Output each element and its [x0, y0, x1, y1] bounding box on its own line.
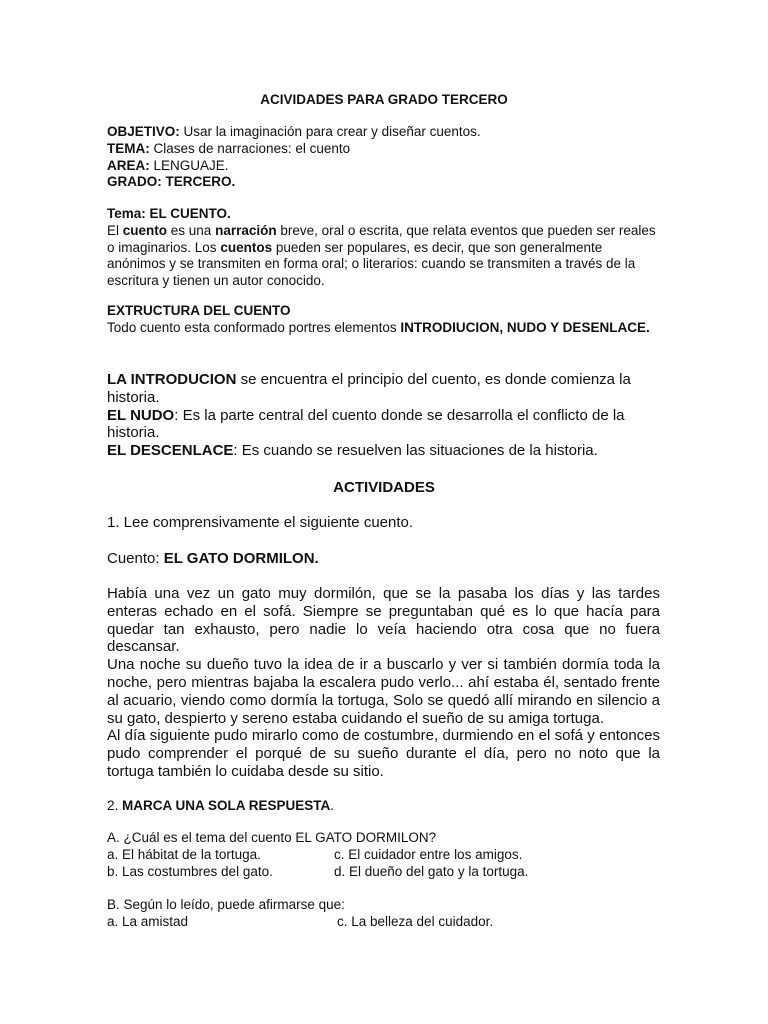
estructura-heading: EXTRUCTURA DEL CUENTO — [107, 303, 291, 318]
cuento-body — [107, 585, 660, 781]
grado-line — [107, 174, 660, 191]
question-a-text: A. ¿Cuál es el tema del cuento EL GATO DORMILON? — [107, 830, 437, 845]
estructura-text: Todo cuento esta conformado portres elementos — [107, 319, 401, 335]
tema-bold-narracion: narración — [215, 222, 277, 238]
tema-text-2: es una — [167, 222, 216, 238]
grado-label: GRADO: TERCERO. — [107, 174, 236, 190]
introduccion-line — [107, 371, 660, 407]
objetivo-label: OBJETIVO: — [107, 124, 180, 139]
page-title: ACIVIDADES PARA GRADO TERCERO — [260, 92, 508, 107]
introduccion-text: se encuentra el principio del cuento, es donde comienza la historia. — [107, 371, 631, 406]
partes-section — [107, 371, 660, 460]
question-a-option-c[interactable]: c. El cuidador entre los amigos. — [334, 847, 523, 862]
desenlace-label: EL DESCENLACE — [107, 442, 234, 460]
cuento-paragraph-1: Había una vez un gato muy dormilón, que se la pasaba los días y las tardes enteras echado en el sofá. Siempre se preguntaban qué es lo que hacía para quedar tan exhausto, pero nadie lo veía haciendo otra cosa que no fuera descansar. — [107, 585, 660, 656]
nudo-text: : Es la parte central del cuento donde se desarrolla el conflicto de la historia. — [107, 406, 625, 442]
estructura-elements: INTRODIUCION, NUDO Y DESENLACE. — [400, 319, 650, 335]
question-b-text: B. Según lo leído, puede afirmarse que: — [107, 897, 345, 912]
instruction-2-end: . — [330, 798, 335, 813]
tema-paragraph — [107, 223, 656, 288]
tema-label: TEMA: — [107, 140, 150, 156]
instruction-2-number: 2. — [107, 798, 123, 813]
tema-bold-cuentos: cuentos — [220, 239, 273, 255]
tema-line — [107, 141, 660, 158]
objetivo-line — [107, 124, 660, 141]
desenlace-text: : Es cuando se resuelven las situaciones de la historia. — [233, 442, 598, 460]
area-text: LENGUAJE. — [149, 157, 229, 173]
desenlace-line — [107, 442, 660, 460]
cuento-title: EL GATO DORMILON. — [163, 550, 319, 567]
instruction-2-bold: MARCA UNA SOLA RESPUESTA — [122, 798, 331, 813]
tema-section — [107, 206, 660, 290]
cuento-title-line — [107, 550, 660, 568]
tema-text-1: El — [107, 222, 123, 238]
question-a-option-a[interactable]: a. El hábitat de la tortuga. — [107, 847, 261, 862]
question-b-option-a[interactable]: a. La amistad — [107, 914, 189, 929]
cuento-paragraph-3: Al día siguiente pudo mirarlo como de costumbre, durmiendo en el sofá y entonces pudo comprender el porqué de su sueño durante el día, pero no noto que la tortuga también lo cuidaba desde su sitio. — [107, 727, 660, 780]
nudo-label: EL NUDO — [107, 406, 175, 424]
nudo-line — [107, 407, 660, 443]
tema-bold-cuento: cuento — [122, 222, 168, 238]
tema-text: Clases de narraciones: el cuento — [149, 140, 351, 156]
instruction-2 — [107, 798, 660, 815]
cuento-label: Cuento: — [107, 550, 164, 567]
header-info — [107, 124, 660, 191]
area-label: AREA: — [107, 157, 150, 173]
instruction-1: 1. Lee comprensivamente el siguiente cuento. — [107, 514, 414, 531]
question-a-option-d[interactable]: d. El dueño del gato y la tortuga. — [334, 864, 529, 879]
tema-heading: Tema: EL CUENTO. — [107, 206, 231, 221]
estructura-section — [107, 303, 660, 337]
tema-text-3: breve, oral o escrita, que relata eventos que pueden ser reales o imaginarios. Los — [107, 222, 656, 255]
question-b-option-c[interactable]: c. La belleza del cuidador. — [337, 914, 494, 929]
objetivo-text: Usar la imaginación para crear y diseñar cuentos. — [179, 124, 481, 139]
actividades-heading: ACTIVIDADES — [333, 479, 435, 496]
cuento-paragraph-2: Una noche su dueño tuvo la idea de ir a buscarlo y ver si también dormía toda la noche, pero mientras bajaba la escalera pudo verlo... ahí estaba él, sentado frente al acuario, viendo como dormía la tortuga, Solo se quedó allí mirando en silencio a su gato, despierto y sereno estaba cuidando el sueño de su amiga tortuga. — [107, 656, 660, 727]
question-a-option-b[interactable]: b. Las costumbres del gato. — [107, 864, 273, 879]
tema-text-4: pueden ser populares, es decir, que son generalmente anónimos y se transmiten en forma oral; o literarios: cuando se transmiten a través de la escritura y tienen un autor conocido. — [107, 239, 636, 289]
area-line — [107, 158, 660, 175]
introduccion-label: LA INTRODUCION — [107, 371, 237, 388]
